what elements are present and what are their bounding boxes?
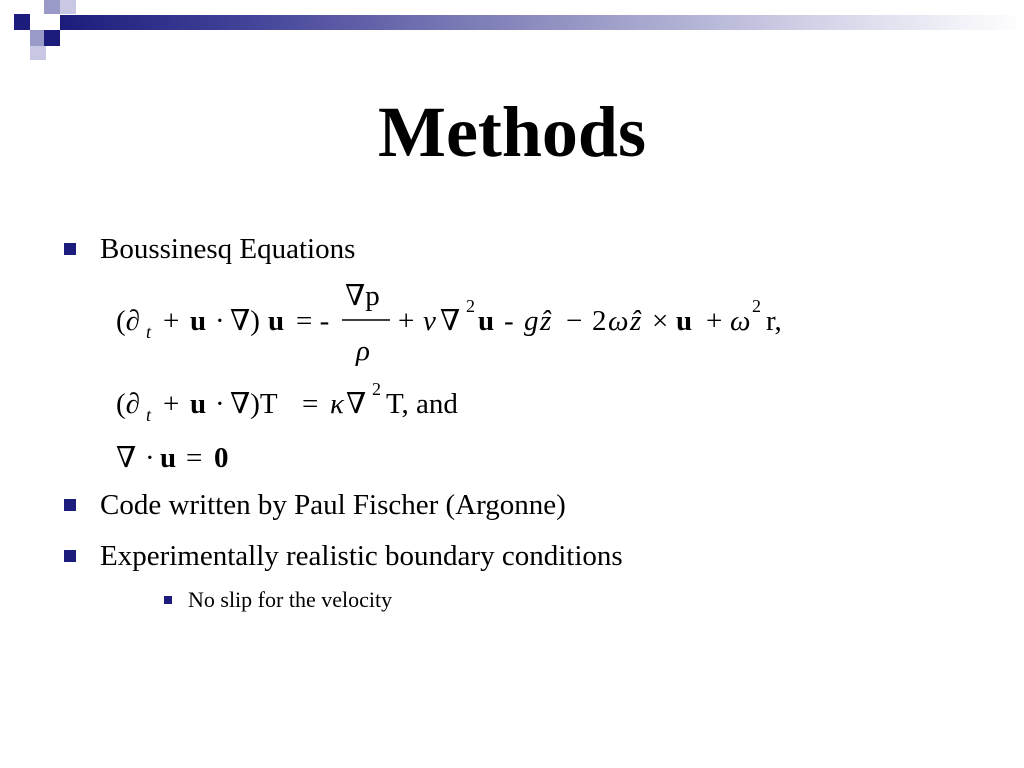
eq-symbol: ∇p <box>345 280 380 312</box>
eq-symbol: − <box>566 305 583 337</box>
sub-bullet-item <box>164 586 392 614</box>
eq-symbol: + <box>163 305 180 337</box>
bullet-text: Code written by Paul Fischer (Argonne) <box>100 489 566 521</box>
eq-symbol: u <box>190 305 207 337</box>
eq-symbol: 0 <box>214 442 229 474</box>
eq-symbol: ω <box>608 305 629 337</box>
heat-equation <box>116 379 458 425</box>
eq-symbol: + <box>398 305 415 337</box>
eq-symbol: = <box>302 388 319 420</box>
eq-symbol: (∂ <box>116 388 140 420</box>
eq-symbol: - <box>504 305 514 337</box>
eq-symbol: κ <box>330 388 344 420</box>
sub-bullet-text: No slip for the velocity <box>188 587 393 612</box>
eq-symbol: (∂ <box>116 305 140 337</box>
eq-symbol: u <box>160 442 177 474</box>
eq-symbol: ρ <box>356 335 370 367</box>
eq-symbol: · <box>145 442 155 474</box>
slide-title: Methods <box>378 92 646 172</box>
eq-symbol: ẑ <box>540 305 552 337</box>
square-bullet-icon <box>64 499 76 511</box>
eq-symbol: = <box>186 442 203 474</box>
eq-symbol: = - <box>296 305 330 337</box>
eq-symbol: ∇ <box>346 388 367 420</box>
continuity-equation <box>116 442 229 474</box>
eq-symbol: ẑ <box>630 305 642 337</box>
eq-symbol: ∇) <box>230 305 260 337</box>
eq-symbol: ω <box>730 305 751 337</box>
bullet-item <box>64 487 566 523</box>
eq-symbol: ∇ <box>116 442 137 474</box>
eq-symbol: u <box>268 305 285 337</box>
eq-symbol: ∇)T <box>230 388 278 420</box>
bullet-text: Boussinesq Equations <box>100 233 356 265</box>
eq-symbol: · <box>215 388 225 420</box>
eq-symbol: u <box>478 305 495 337</box>
eq-symbol: · <box>215 305 225 337</box>
eq-symbol: g <box>524 305 539 337</box>
eq-symbol: 2 <box>752 296 761 316</box>
eq-symbol: + <box>163 388 180 420</box>
eq-symbol: + <box>706 305 723 337</box>
eq-symbol: r, <box>766 305 782 337</box>
eq-symbol: 2 <box>466 296 475 316</box>
eq-symbol: T, and <box>386 388 458 420</box>
eq-symbol: u <box>190 388 207 420</box>
eq-symbol: ∇ <box>440 305 461 337</box>
bullet-text: Experimentally realistic boundary conditions <box>100 540 623 572</box>
eq-symbol: t <box>146 405 152 425</box>
bullet-item <box>64 538 623 574</box>
eq-symbol: t <box>146 322 152 342</box>
eq-symbol: u <box>676 305 693 337</box>
momentum-equation <box>116 280 782 367</box>
eq-symbol: 2 <box>372 379 381 399</box>
square-bullet-icon <box>64 550 76 562</box>
eq-symbol: ν <box>423 305 436 337</box>
eq-symbol: 2 <box>592 305 607 337</box>
square-bullet-icon <box>164 596 172 604</box>
eq-symbol: × <box>652 305 669 337</box>
